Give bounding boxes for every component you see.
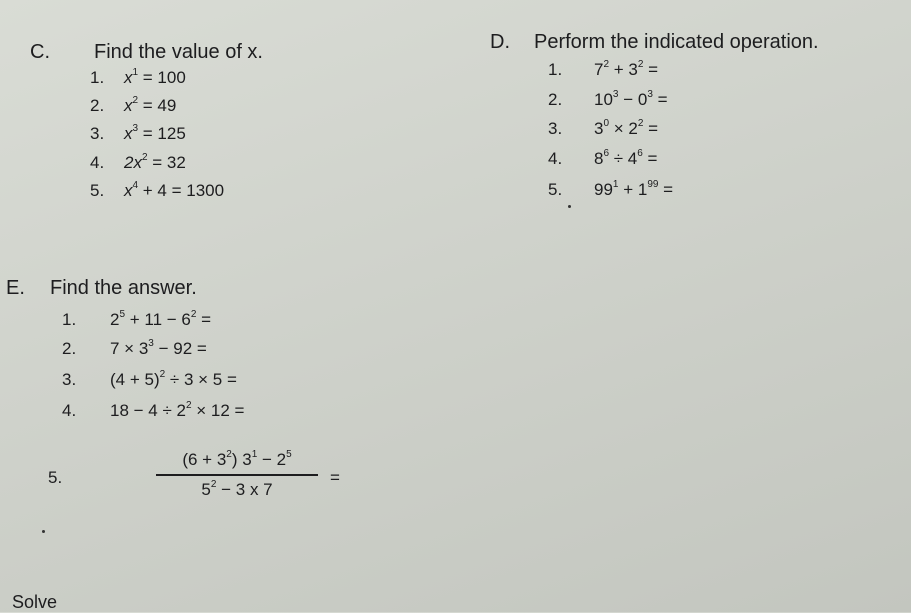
c-term: x (124, 96, 133, 115)
d-item-expression (594, 149, 657, 169)
c-item-number: 5. (90, 181, 105, 200)
c-term: x (124, 68, 133, 87)
e-part-1: 7 × 3 (110, 339, 149, 358)
c-item-number: 3. (90, 124, 105, 143)
e-item-expression (110, 370, 237, 390)
e-item-4 (62, 401, 244, 421)
e-item-5 (48, 449, 340, 510)
section-c-letter: C. (30, 41, 50, 63)
e-item-expression (110, 339, 207, 359)
numerator-part-b: ) 3 (231, 450, 252, 469)
c-rest: + 4 = 1300 (138, 181, 225, 200)
e-part-1: 18 − 4 ÷ 2 (110, 401, 186, 420)
denominator-exponent-a: 2 (210, 479, 217, 490)
c-item-expression (124, 181, 224, 201)
c-item-4 (90, 153, 186, 173)
d-exponent-a: 6 (603, 148, 610, 159)
d-base-a: 10 (594, 90, 613, 109)
c-exponent: 4 (132, 180, 139, 191)
fraction-equals: = (330, 468, 340, 487)
d-item-3 (548, 119, 658, 139)
d-item-4 (548, 149, 657, 169)
c-exponent: 1 (132, 67, 139, 78)
e-part-2: + 11 − 6 (125, 310, 191, 329)
c-term: x (124, 124, 133, 143)
d-item-expression (594, 60, 658, 80)
d-item-number: 3. (548, 119, 563, 138)
d-item-expression (594, 180, 673, 200)
d-item-expression (594, 90, 668, 110)
e-item-1 (62, 310, 211, 330)
d-base-a: 99 (594, 180, 613, 199)
footer-solve-text: Solve (12, 592, 58, 612)
c-term: 2x (124, 153, 142, 172)
e-item-number: 1. (62, 310, 77, 329)
section-e-letter: E. (6, 277, 25, 299)
section-d-letter: D. (490, 31, 510, 53)
d-item-number: 4. (548, 149, 563, 168)
section-e-heading (6, 277, 197, 300)
e-item-number: 2. (62, 339, 77, 358)
d-item-number: 1. (548, 60, 563, 79)
e-exponent-1: 2 (185, 400, 192, 411)
e-part-2: ÷ 3 × 5 = (165, 370, 237, 389)
d-exponent-b: 2 (637, 118, 644, 129)
d-equals: = (643, 60, 659, 79)
e-part-3: = (196, 310, 212, 329)
paper-speck (568, 205, 571, 208)
d-equals: = (652, 90, 668, 109)
c-item-number: 4. (90, 153, 105, 172)
c-item-3 (90, 124, 186, 144)
e-item-3 (62, 370, 237, 390)
e-item-expression (110, 401, 244, 421)
e-item-2 (62, 339, 207, 359)
d-item-expression (594, 119, 658, 139)
e-part-1: (4 + 5) (110, 370, 160, 389)
c-item-expression (124, 96, 176, 116)
d-item-2 (548, 90, 668, 110)
d-equals: = (642, 149, 658, 168)
numerator-part-a: (6 + 3 (182, 450, 227, 469)
e-exponent-1: 5 (119, 309, 126, 320)
d-exponent-b: 3 (647, 89, 653, 100)
d-operator: × 2 (609, 119, 638, 138)
e-part-2: × 12 = (191, 401, 245, 420)
c-rest: = 100 (138, 68, 186, 87)
numerator-exponent-c: 5 (286, 449, 292, 460)
c-rest: = 49 (138, 96, 177, 115)
denominator-part-b: − 3 x 7 (216, 480, 273, 499)
d-base-a: 8 (594, 149, 604, 168)
c-item-expression (124, 124, 186, 144)
c-item-5 (90, 181, 224, 201)
e-item-number: 4. (62, 401, 77, 420)
e-part-1: 2 (110, 310, 120, 329)
d-base-a: 7 (594, 60, 604, 79)
e-item-expression (110, 310, 211, 330)
c-item-number: 2. (90, 96, 105, 115)
d-equals: = (658, 180, 674, 199)
c-exponent: 2 (132, 95, 139, 106)
section-d-title: Perform the indicated operation. (534, 31, 819, 53)
d-operator: + 1 (618, 180, 648, 199)
c-rest: = 125 (138, 124, 186, 143)
c-exponent: 2 (141, 152, 148, 163)
e-part-2: − 92 = (153, 339, 207, 358)
e-item-number: 3. (62, 370, 77, 389)
d-operator: − 0 (618, 90, 648, 109)
c-rest: = 32 (147, 153, 186, 172)
e-exponent-2: 2 (190, 309, 197, 320)
section-c-title: Find the value of x. (94, 41, 263, 63)
c-item-2 (90, 96, 176, 116)
d-item-1 (548, 60, 658, 80)
d-exponent-a: 1 (612, 179, 619, 190)
d-exponent-b: 6 (637, 148, 643, 159)
c-item-number: 1. (90, 68, 105, 87)
c-term: x (124, 181, 133, 200)
numerator-exponent-a: 2 (226, 449, 232, 460)
numerator-exponent-b: 1 (251, 449, 258, 460)
e-exponent-1: 2 (159, 369, 166, 380)
d-base-a: 3 (594, 119, 604, 138)
d-operator: ÷ 4 (609, 149, 638, 168)
fraction-expression (156, 450, 318, 500)
e-item-number: 5. (48, 468, 63, 487)
numerator-part-c: − 2 (257, 450, 287, 469)
d-exponent-b: 99 (647, 179, 659, 190)
c-item-expression (124, 68, 186, 88)
d-item-number: 5. (548, 180, 563, 199)
e-exponent-1: 3 (148, 338, 154, 349)
d-exponent-a: 3 (612, 89, 619, 100)
d-item-number: 2. (548, 90, 563, 109)
paper-speck (42, 530, 45, 533)
d-operator: + 3 (609, 60, 638, 79)
fraction-numerator (156, 450, 318, 474)
d-item-5 (548, 180, 673, 200)
section-e-title: Find the answer. (50, 277, 197, 299)
fraction-denominator (156, 476, 318, 500)
section-c-heading (30, 41, 263, 64)
d-exponent-a: 2 (603, 59, 610, 70)
d-equals: = (643, 119, 659, 138)
section-d-heading (490, 31, 819, 54)
c-item-expression (124, 153, 186, 173)
d-exponent-b: 2 (637, 59, 644, 70)
d-exponent-a: 0 (603, 118, 610, 129)
denominator-part-a: 5 (201, 480, 211, 499)
c-item-1 (90, 68, 186, 88)
c-exponent: 3 (132, 123, 139, 134)
